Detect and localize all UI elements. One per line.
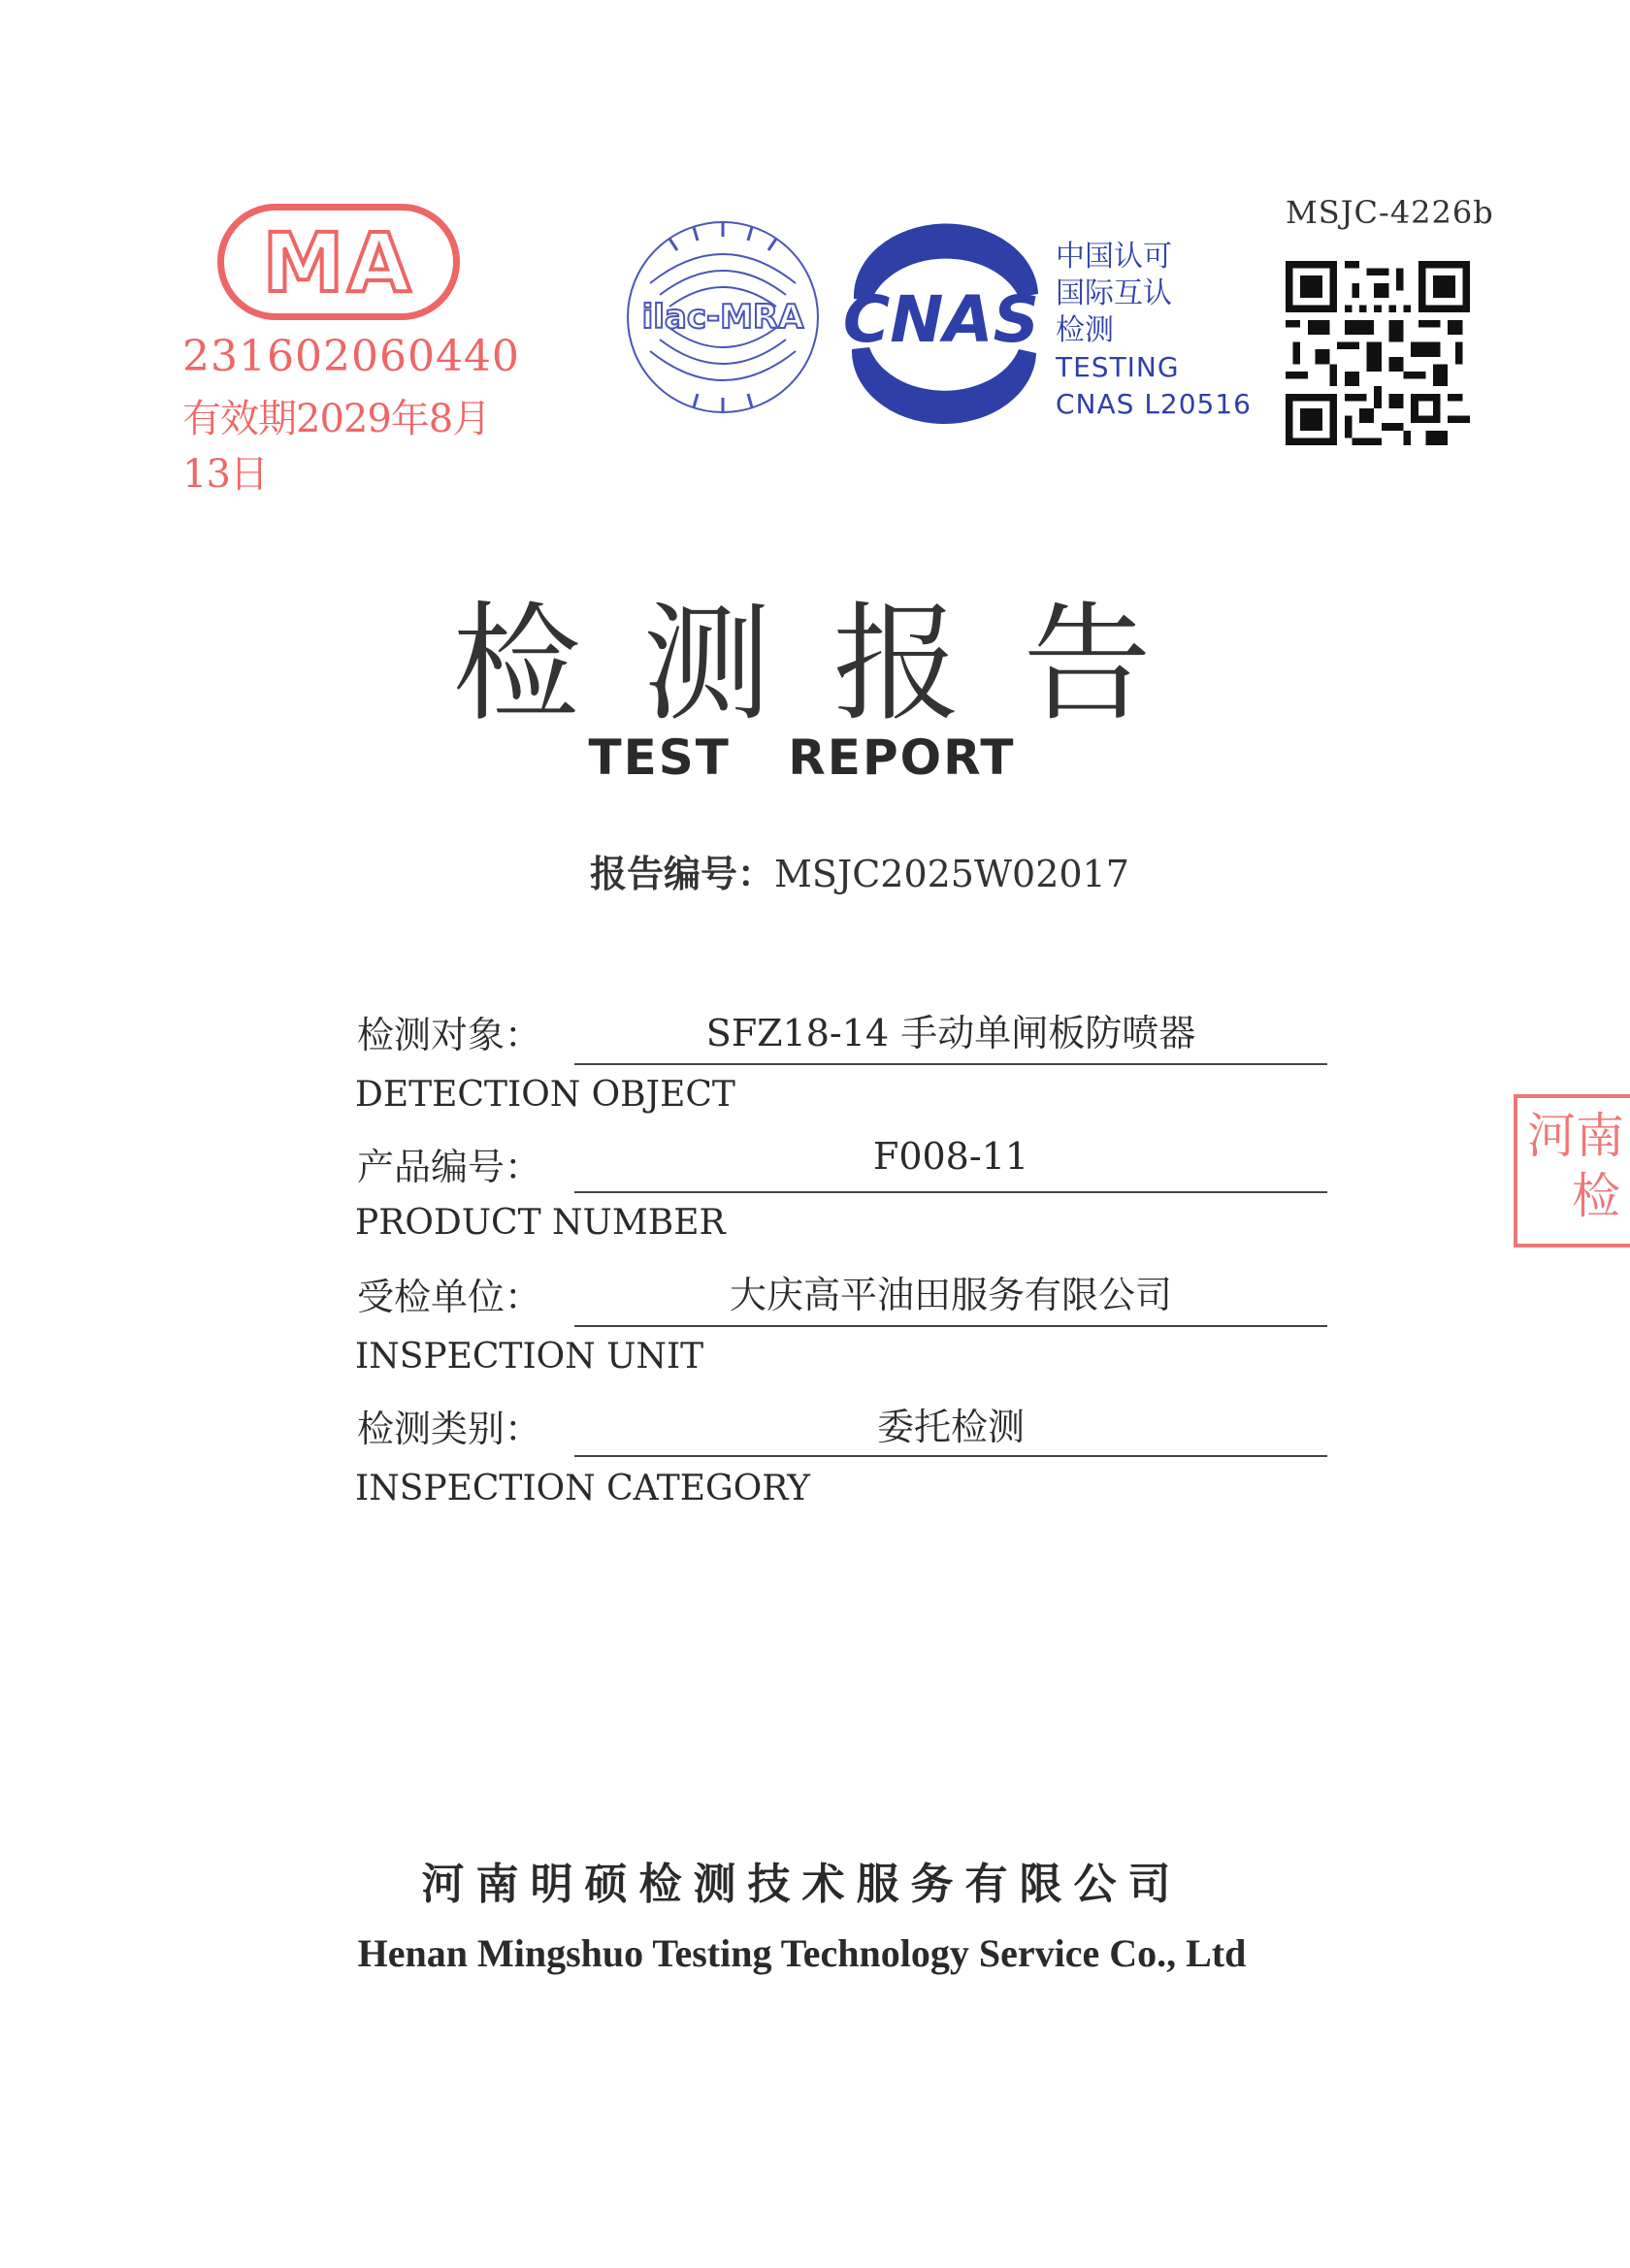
detection-object-label-en: DETECTION OBJECT <box>355 1075 735 1115</box>
ma-certification-seal <box>182 204 520 497</box>
product-number-underline <box>574 1191 1327 1193</box>
report-number-label: 报告编号： <box>590 853 775 895</box>
company-seal-partial <box>1514 1094 1630 1247</box>
ilac-mra-seal-icon <box>621 215 825 419</box>
cnas-line-1: 中国认可 <box>1056 240 1172 274</box>
detection-object-value: SFZ18-14 手动单闸板防喷器 <box>705 1012 1196 1054</box>
product-number-value: F008-11 <box>872 1135 1029 1178</box>
detection-object-underline <box>574 1063 1327 1065</box>
company-name-zh: 河南明硕检测技术服务有限公司 <box>421 1860 1183 1909</box>
company-name-en: Henan Mingshuo Testing Technology Service Co., Ltd <box>357 1931 1247 1975</box>
seal-line-1: 河南 <box>1527 1108 1624 1164</box>
qr-code-icon <box>1286 260 1470 446</box>
product-number-label-en: PRODUCT NUMBER <box>355 1203 726 1243</box>
product-number-label-zh: 产品编号： <box>357 1146 542 1188</box>
inspection-category-label-zh: 检测类别： <box>357 1408 542 1450</box>
cnas-line-4: TESTING <box>1056 351 1180 383</box>
detection-object-label-zh: 检测对象： <box>357 1014 542 1056</box>
seal-line-2: 检 <box>1572 1168 1620 1224</box>
inspection-unit-value: 大庆高平油田服务有限公司 <box>729 1274 1172 1316</box>
inspection-unit-label-zh: 受检单位： <box>357 1276 542 1318</box>
inspection-unit-label-en: INSPECTION UNIT <box>355 1337 704 1377</box>
cnas-line-5: CNAS L20516 <box>1056 388 1252 420</box>
ma-seal-validity: 有效期2029年8月13日 <box>182 397 491 497</box>
cnas-accreditation-text <box>1056 239 1252 423</box>
inspection-category-label-en: INSPECTION CATEGORY <box>355 1469 811 1508</box>
ma-seal-number: 231602060440 <box>182 332 520 381</box>
cnas-logo-text: CNAS <box>842 282 1040 357</box>
inspection-category-underline <box>574 1455 1327 1457</box>
document-code: MSJC-4226b <box>1286 194 1494 231</box>
ilac-seal-text: ilac-MRA <box>641 298 804 337</box>
report-number <box>590 844 1129 897</box>
inspection-unit-underline <box>574 1325 1327 1327</box>
cnas-line-3: 检测 <box>1056 313 1114 347</box>
ma-seal-letters: MA <box>262 215 415 310</box>
cnas-line-2: 国际互认 <box>1056 276 1172 310</box>
report-number-value: MSJC2025W02017 <box>774 853 1129 895</box>
report-title-en: TEST REPORT <box>588 729 1016 786</box>
report-title-zh: 检测报告 <box>452 590 1214 739</box>
cnas-logo-icon <box>825 241 1058 407</box>
inspection-category-value: 委托检测 <box>876 1406 1025 1448</box>
